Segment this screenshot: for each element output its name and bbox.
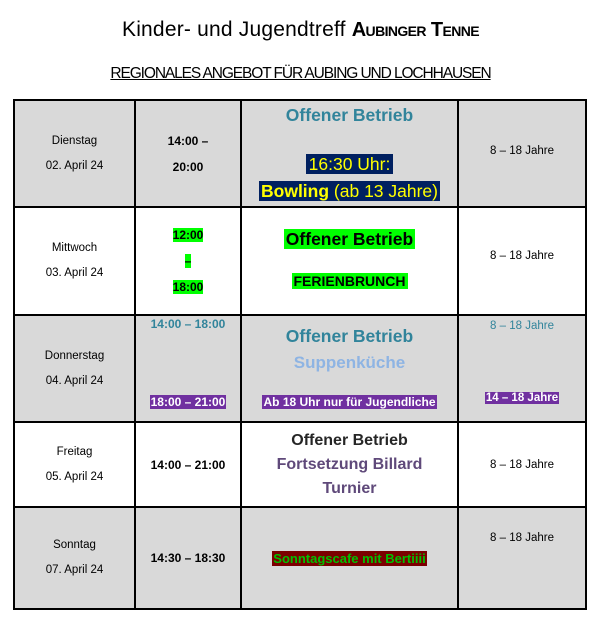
day-date: 03. April 24 [45, 267, 104, 279]
time-cell [135, 422, 241, 507]
title-brand: Aubinger Tenne [351, 19, 479, 41]
age-range: 8 – 18 Jahre [490, 145, 554, 157]
program-title: Offener Betrieb [285, 229, 414, 249]
day-cell [14, 315, 135, 422]
table-row [14, 422, 586, 507]
time-cell [135, 315, 241, 422]
program-event: Fortsetzung Billard [276, 455, 423, 473]
time-end: 20:00 [172, 159, 204, 174]
age-range: 8 – 18 Jahre [490, 250, 554, 262]
page-subtitle: REGIONALES ANGEBOT FÜR AUBING UND LOCHHAUSEN [110, 65, 491, 82]
program-cell [241, 100, 458, 207]
time-end: 18:00 [172, 280, 204, 294]
age-cell [458, 207, 586, 315]
program-event-cont: Turnier [322, 479, 377, 497]
day-cell [14, 507, 135, 609]
day-date: 07. April 24 [45, 564, 104, 576]
age-range: 8 – 18 Jahre [490, 532, 554, 544]
day-name: Dienstag [51, 134, 98, 147]
day-name: Freitag [56, 445, 93, 458]
program-cell [241, 422, 458, 507]
program-event-bold: Bowling [261, 181, 330, 201]
program-event-rest: (ab 13 Jahre) [329, 181, 438, 201]
table-row [14, 507, 586, 609]
table-row [14, 315, 586, 422]
day-cell [14, 207, 135, 315]
program-cell [241, 507, 458, 609]
day-name: Donnerstag [44, 349, 105, 362]
time-range: 14:30 – 18:30 [150, 551, 226, 565]
age-cell [458, 100, 586, 207]
age-range: 8 – 18 Jahre [490, 320, 554, 332]
program-cell [241, 315, 458, 422]
title-prefix: Kinder- und Jugendtreff [121, 18, 352, 41]
program-cell [241, 207, 458, 315]
program-note: Ab 18 Uhr nur für Jugendliche [263, 395, 436, 409]
program-title: Offener Betrieb [285, 326, 414, 346]
age-cell [458, 315, 586, 422]
time-start: 12:00 [172, 228, 204, 242]
day-date: 02. April 24 [45, 159, 104, 172]
program-title: Offener Betrieb [291, 431, 408, 449]
time-afternoon: 14:00 – 18:00 [150, 317, 226, 331]
program-event [259, 181, 440, 201]
age-cell [458, 507, 586, 609]
program-event: FERIENBRUNCH [293, 273, 406, 289]
age-range: 8 – 18 Jahre [490, 458, 554, 471]
time-start: 14:00 – [167, 133, 209, 148]
time-range: 14:00 – 21:00 [150, 457, 226, 472]
program-event: Sonntagscafe mit Bertiiii [273, 550, 426, 566]
schedule-table [13, 99, 587, 610]
time-evening: 18:00 – 21:00 [150, 395, 226, 409]
time-cell [135, 207, 241, 315]
day-cell [14, 100, 135, 207]
day-name: Sonntag [53, 539, 96, 551]
program-event: Suppenküche [293, 353, 406, 372]
table-row [14, 207, 586, 315]
age-range-evening: 14 – 18 Jahre [485, 392, 559, 404]
program-title: Offener Betrieb [285, 105, 414, 125]
day-name: Mittwoch [51, 242, 98, 254]
time-cell [135, 507, 241, 609]
day-date: 05. April 24 [45, 470, 104, 483]
time-dash: – [184, 254, 192, 268]
table-row [14, 100, 586, 207]
program-time: 16:30 Uhr: [306, 154, 394, 174]
day-date: 04. April 24 [45, 374, 104, 387]
page-title [0, 18, 601, 42]
day-cell [14, 422, 135, 507]
age-cell [458, 422, 586, 507]
time-cell [135, 100, 241, 207]
